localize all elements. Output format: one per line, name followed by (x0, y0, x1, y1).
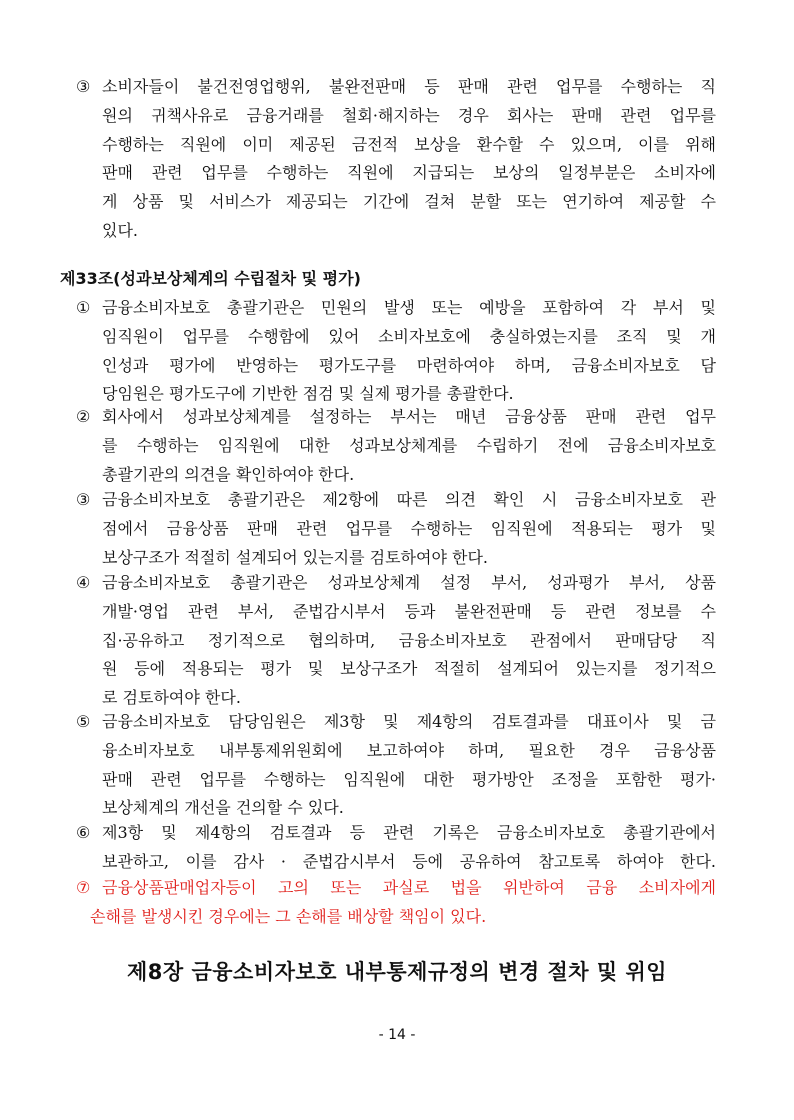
clause-number: ⑤ (76, 712, 91, 731)
clause-number: ③ (76, 490, 91, 509)
clause-line: 총괄기관의 의견을 확인하여야 한다. (102, 464, 355, 484)
clause-line: 보상구조가 적절히 설계되어 있는지를 검토하여야 한다. (102, 547, 489, 567)
clause-line: 판매 관련 업무를 수행하는 임직원에 대한 평가방안 조정을 포함한 평가· (102, 769, 716, 789)
clause-line: 수행하는 직원에 이미 제공된 금전적 보상을 환수할 수 있으며, 이를 위해 (102, 134, 716, 154)
clause-line: 제3항 및 제4항의 검토결과 등 관련 기록은 금융소비자보호 총괄기관에서 (102, 823, 716, 842)
clause-5 (76, 708, 716, 823)
clause-line: 금융상품판매업자등이 고의 또는 과실로 법을 위반하여 금융 소비자에게 (102, 878, 716, 897)
clause-3 (76, 486, 716, 572)
clause-number: ③ (76, 77, 91, 96)
clause-line: 금융소비자보호 담당임원은 제3항 및 제4항의 검토결과를 대표이사 및 금 (102, 712, 716, 731)
clause-1 (76, 294, 716, 409)
clause-line: 를 수행하는 임직원에 대한 성과보상체계를 수립하기 전에 금융소비자보호 (102, 435, 716, 455)
clause-4 (76, 569, 716, 713)
clause-line: 인성과 평가에 반영하는 평가도구를 마련하여야 하며, 금융소비자보호 담 (102, 355, 716, 375)
article-title: 제33조(성과보상체계의 수립절차 및 평가) (60, 269, 361, 288)
clause-line: 보관하고, 이를 감사 · 준법감시부서 등에 공유하여 참고토록 하여야 한다. (102, 851, 716, 871)
clause-line: 원 등에 적용되는 평가 및 보상구조가 적절히 설계되어 있는지를 정기적으 (102, 659, 716, 679)
clause-line: 금융소비자보호 총괄기관은 민원의 발생 또는 예방을 포함하여 각 부서 및 (102, 298, 716, 317)
clause-number: ④ (76, 573, 91, 592)
clause-line: 원의 귀책사유로 금융거래를 철회·해지하는 경우 회사는 판매 관련 업무를 (102, 105, 716, 125)
clause-line: 당임원은 평가도구에 기반한 점검 및 실제 평가를 총괄한다. (102, 384, 514, 404)
clause-7 (76, 874, 716, 932)
clause-line: 회사에서 성과보상체계를 설정하는 부서는 매년 금융상품 판매 관련 업무 (102, 407, 716, 426)
clause-number: ⑦ (76, 878, 91, 897)
clause-prev-3 (76, 73, 716, 246)
clause-line: 금융소비자보호 총괄기관은 제2항에 따른 의견 확인 시 금융소비자보호 관 (102, 490, 716, 509)
clause-6 (76, 819, 716, 877)
clause-number: ⑥ (76, 823, 91, 842)
clause-number: ② (76, 407, 91, 426)
clause-line: 금융소비자보호 총괄기관은 성과보상체계 설정 부서, 성과평가 부서, 상품 (102, 573, 716, 592)
clause-line: 임직원이 업무를 수행함에 있어 소비자보호에 충실하였는지를 조직 및 개 (102, 326, 716, 346)
clause-2 (76, 403, 716, 489)
clause-line: 게 상품 및 서비스가 제공되는 기간에 걸쳐 분할 또는 연기하여 제공할 수 (102, 192, 716, 212)
page-number: - 14 - (378, 1027, 416, 1043)
clause-line: 보상체계의 개선을 건의할 수 있다. (102, 798, 344, 818)
clause-line: 점에서 금융상품 판매 관련 업무를 수행하는 임직원에 적용되는 평가 및 (102, 518, 716, 538)
clause-line: 개발·영업 관련 부서, 준법감시부서 등과 불완전판매 등 관련 정보를 수 (102, 601, 716, 621)
clause-line: 집·공유하고 정기적으로 협의하며, 금융소비자보호 관점에서 판매담당 직 (102, 630, 716, 650)
clause-line: 판매 관련 업무를 수행하는 직원에 지급되는 보상의 일정부분은 소비자에 (102, 163, 716, 183)
clause-line: 융소비자보호 내부통제위원회에 보고하여야 하며, 필요한 경우 금융상품 (102, 740, 716, 760)
clause-line: 로 검토하여야 한다. (102, 688, 241, 708)
clause-line: 소비자들이 불건전영업행위, 불완전판매 등 판매 관련 업무를 수행하는 직 (102, 77, 716, 96)
clause-number: ① (76, 298, 91, 317)
clause-line: 있다. (102, 220, 138, 240)
chapter-title: 제8장 금융소비자보호 내부통제규정의 변경 절차 및 위임 (126, 960, 668, 984)
clause-line: 손해를 발생시킨 경우에는 그 손해를 배상할 책임이 있다. (90, 906, 487, 926)
